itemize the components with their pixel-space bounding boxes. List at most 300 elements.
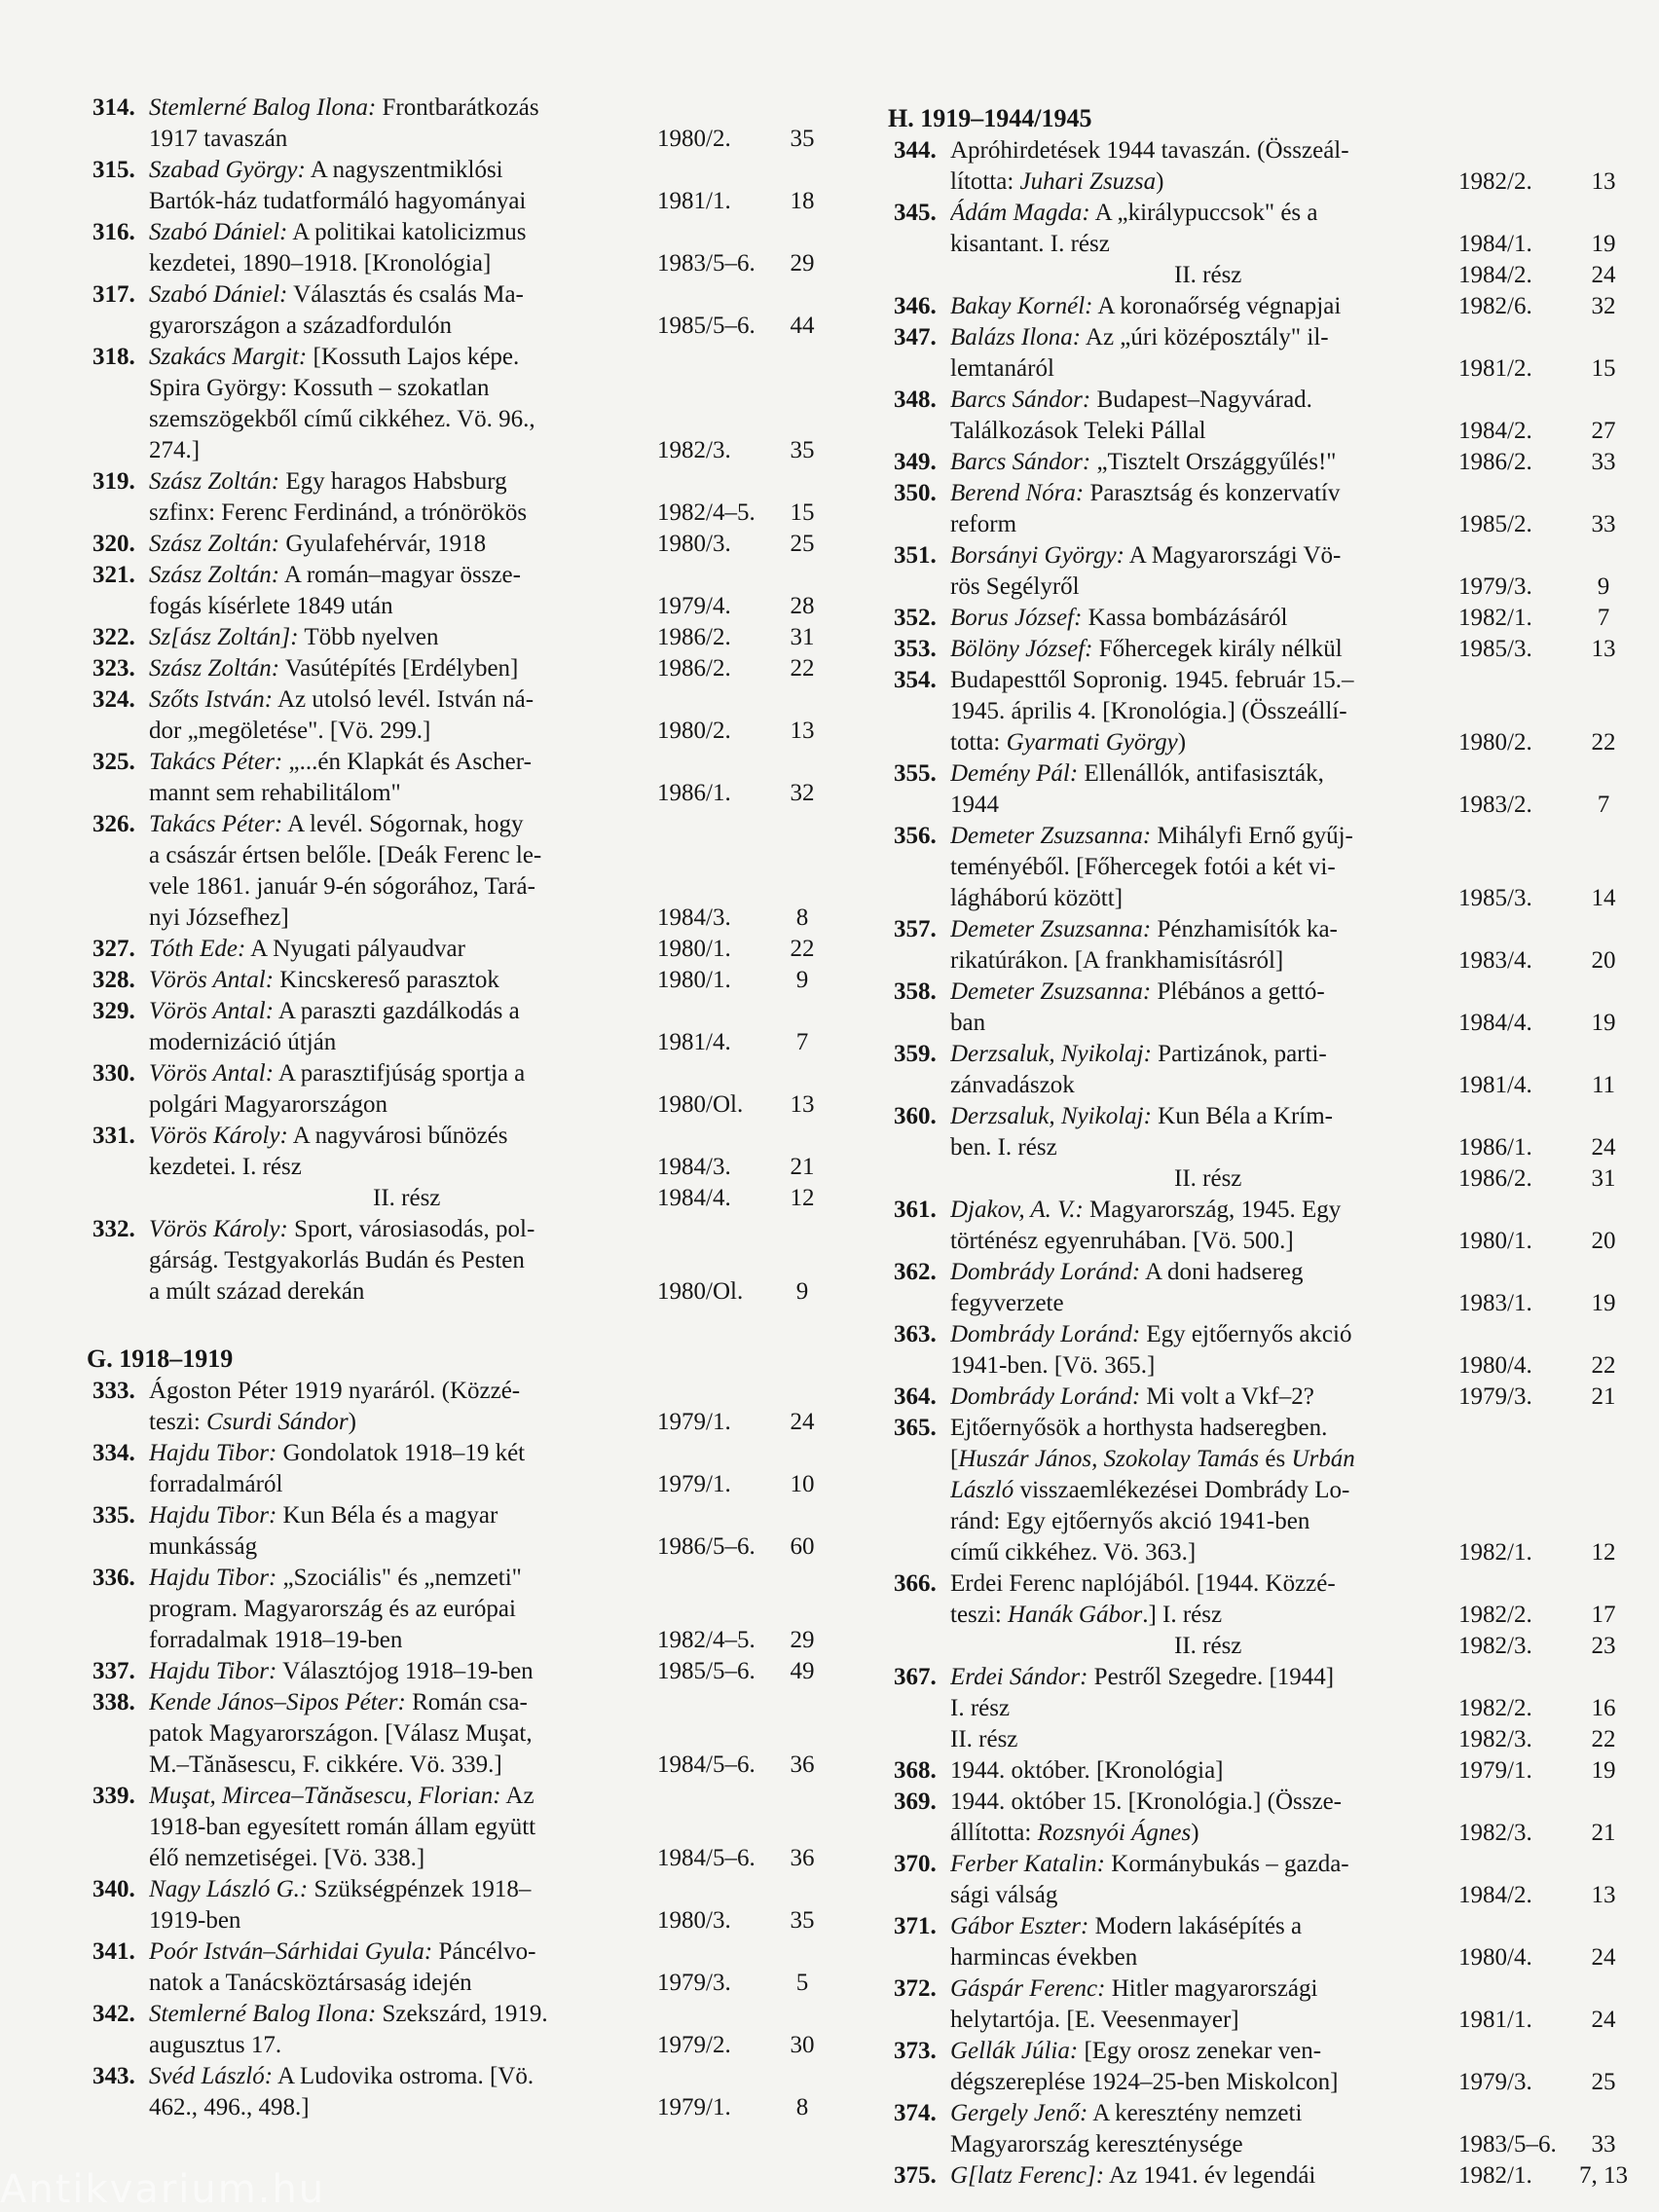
left-column (87, 92, 832, 2123)
title-text: 1918-ban egyesített román állam együtt (149, 1814, 536, 1840)
title-text: Az (500, 1783, 535, 1809)
index-entry (92, 279, 832, 342)
title-text: fogás kísérlete 1849 után (149, 593, 393, 619)
entry-line (950, 790, 1634, 821)
entry-title (950, 1787, 1458, 1818)
page-ref: 25 (790, 531, 815, 557)
title-text: Pénzhamisítók ka- (1151, 916, 1338, 942)
entry-number: 331. (92, 1123, 135, 1149)
entry-line (149, 2061, 832, 2092)
entry-title (149, 2092, 657, 2123)
entry-line (950, 260, 1634, 291)
entry-line (149, 684, 832, 716)
title-text: A nagyvárosi bűnözés (287, 1123, 508, 1149)
entry-number: 352. (894, 605, 937, 631)
title-text: Magyarország kereszténysége (950, 2131, 1243, 2157)
index-entry (894, 758, 1634, 821)
index-entry (894, 1101, 1634, 1195)
entry-title (950, 385, 1458, 416)
index-entry (92, 155, 832, 217)
title-text: Mihályfi Ernő gyűj- (1151, 823, 1353, 849)
entry-title (950, 1226, 1458, 1257)
issue-ref: 1980/Ol. (657, 1091, 744, 1118)
entry-line (950, 758, 1634, 790)
author-name: Hajdu Tibor: (149, 1565, 277, 1591)
entry-line (149, 1750, 832, 1781)
issue-ref: 1982/1. (1458, 2162, 1532, 2189)
page-ref: 28 (790, 593, 815, 619)
entry-line (950, 166, 1634, 198)
index-entry (92, 2061, 832, 2123)
index-entry (894, 198, 1634, 291)
entry-title (950, 1288, 1458, 1319)
entry-line (950, 1600, 1634, 1631)
page-ref: 60 (790, 1533, 815, 1560)
index-entry (894, 2160, 1634, 2192)
issue-ref: 1982/3. (1458, 1726, 1532, 1752)
entry-line (149, 1469, 832, 1500)
entry-title (950, 1350, 1458, 1382)
title-text: zánvadászok (950, 1072, 1075, 1098)
page-ref: 7 (1597, 605, 1610, 631)
title-text: reform (950, 511, 1017, 537)
page-ref: 19 (1591, 1757, 1616, 1784)
issue-ref: 1982/2. (1458, 168, 1532, 195)
title-text: Találkozások Teleki Pállal (950, 418, 1206, 444)
page-ref: 7, 13 (1579, 2162, 1628, 2189)
title-text: Az utolsó levél. István ná- (273, 686, 535, 713)
entry-line (149, 1058, 832, 1089)
entry-line (149, 466, 832, 498)
entry-line (950, 385, 1634, 416)
entry-line (950, 977, 1634, 1008)
title-text: A doni hadsereg (1140, 1259, 1304, 1285)
entry-number: 339. (92, 1783, 135, 1809)
author-name: Poór István–Sárhidai Gyula: (149, 1938, 433, 1965)
title-text: 274.] (149, 437, 201, 463)
title-text: rös Segélyről (950, 573, 1080, 600)
entry-title (149, 560, 657, 591)
author-name: Sz[ász Zoltán]: (149, 624, 299, 650)
page-ref: 33 (1591, 2131, 1616, 2157)
author-name: Stemlerné Balog Ilona: (149, 2001, 377, 2027)
entry-line (950, 1288, 1634, 1319)
page-ref: 21 (1591, 1383, 1616, 1410)
index-entry (92, 1500, 832, 1563)
title-text: lemtanáról (950, 355, 1054, 382)
page-ref: 22 (790, 936, 815, 962)
entry-title (149, 934, 657, 965)
issue-ref: 1980/1. (657, 967, 731, 993)
index-entry (894, 540, 1634, 603)
page-ref: 22 (1591, 1352, 1616, 1379)
title-text: 462., 496., 498.] (149, 2094, 310, 2120)
entry-line (149, 217, 832, 248)
issue-ref: 1984/3. (657, 904, 731, 931)
author-name: Szász Zoltán: (149, 531, 280, 557)
page-ref: 24 (1591, 1944, 1616, 1971)
entry-title (149, 778, 657, 809)
entry-title (149, 1563, 657, 1594)
entry-number: 338. (92, 1689, 135, 1715)
entry-body (149, 2061, 832, 2123)
title-text: Erdei Ferenc naplójából. [1944. Közzé- (950, 1570, 1336, 1597)
author-name: Gergely Jenő: (950, 2100, 1088, 2126)
issue-ref: 1981/1. (1458, 2007, 1532, 2033)
entry-number: 360. (894, 1103, 937, 1129)
issue-ref: 1983/2. (1458, 792, 1532, 818)
index-entry (92, 342, 832, 466)
issue-ref: 1986/2. (1458, 449, 1532, 475)
issue-ref: 1980/3. (657, 1907, 731, 1934)
issue-ref: 1979/3. (1458, 573, 1532, 600)
author-name: Berend Nóra: (950, 480, 1085, 506)
entry-line (950, 1413, 1634, 1444)
title-text: Ellenállók, antifasiszták, (1078, 760, 1324, 787)
entry-line (950, 1849, 1634, 1880)
title-text: „Szociális" és „nemzeti" (276, 1565, 522, 1591)
index-entry (894, 1413, 1634, 1568)
entry-number: 326. (92, 811, 135, 837)
entry-body (149, 996, 832, 1058)
index-entry (894, 1039, 1634, 1101)
title-text: A koronaőrség végnapjai (1092, 293, 1342, 319)
title-text: Egy ejtőernyős akció (1140, 1321, 1352, 1347)
author-name: Tóth Ede: (149, 936, 246, 962)
title-text: harmincas években (950, 1944, 1138, 1971)
entry-body (149, 934, 832, 965)
title-text: Bartók-ház tudatformáló hagyományai (149, 188, 527, 214)
entry-line (149, 965, 832, 996)
page-ref: 33 (1591, 511, 1616, 537)
entry-line (950, 1382, 1634, 1413)
entry-line (149, 716, 832, 747)
author-name: Derzsaluk, Nyikolaj: (950, 1103, 1152, 1129)
title-text: Apróhirdetések 1944 tavaszán. (Összeál- (950, 137, 1349, 164)
issue-ref: 1986/2. (1458, 1165, 1532, 1192)
entry-body (149, 1999, 832, 2061)
entry-title (149, 1469, 657, 1500)
page-ref: 32 (790, 780, 815, 806)
issue-ref: 1982/3. (657, 437, 731, 463)
entry-title (950, 696, 1458, 727)
index-entry (894, 2098, 1634, 2160)
index-entry (894, 1257, 1634, 1319)
issue-ref: 1979/3. (1458, 1383, 1532, 1410)
title-text: állította: (950, 1820, 1038, 1846)
entry-title (149, 1245, 657, 1276)
index-entry (894, 665, 1634, 758)
entry-line (950, 1942, 1634, 1973)
entry-title (950, 166, 1458, 198)
author-name: Szabad György: (149, 157, 306, 183)
section-heading: H. 1919–1944/1945 (888, 104, 1092, 132)
author-name: Takács Péter: (149, 749, 283, 775)
page-ref: 22 (1591, 729, 1616, 756)
page-ref: 12 (1591, 1539, 1616, 1566)
entry-line (950, 1350, 1634, 1382)
entry-number: 316. (92, 219, 135, 245)
title-text: Pestről Szegedre. [1944] (1088, 1664, 1335, 1690)
author-name: Csurdi Sándor (206, 1409, 349, 1435)
title-text: Budapesttől Sopronig. 1945. február 15.– (950, 667, 1354, 693)
entry-title (149, 1594, 657, 1625)
entry-body (149, 1936, 832, 1999)
entry-line (950, 1724, 1634, 1755)
page-ref: 25 (1591, 2069, 1616, 2095)
entry-body (950, 1849, 1634, 1911)
entry-line (149, 1276, 832, 1308)
entry-line (149, 840, 832, 871)
section-heading: G. 1918–1919 (87, 1345, 234, 1373)
title-text: kisantant. I. rész (950, 231, 1110, 257)
entry-line (950, 1257, 1634, 1288)
index-entry (92, 1781, 832, 1874)
entry-number: 364. (894, 1383, 937, 1410)
index-entry (92, 1999, 832, 2061)
entry-title (149, 1936, 657, 1968)
title-text: patok Magyarországon. [Válasz Muşat, (149, 1720, 533, 1747)
entry-title (950, 353, 1458, 385)
author-name: Vörös Antal: (149, 998, 275, 1024)
title-text: II. rész (373, 1185, 441, 1211)
entry-line (950, 1070, 1634, 1101)
title-text: Főhercegek király nélkül (1092, 636, 1343, 662)
issue-ref: 1983/4. (1458, 947, 1532, 974)
entry-body (149, 1121, 832, 1214)
title-text: forradalmáról (149, 1471, 283, 1497)
entry-line (149, 1500, 832, 1531)
entry-body (950, 447, 1634, 478)
entry-line (950, 540, 1634, 571)
title-text: szemszögekből című cikkéhez. Vö. 96., (149, 406, 535, 432)
page-ref: 20 (1591, 947, 1616, 974)
issue-ref: 1981/1. (657, 188, 731, 214)
entry-line (149, 1214, 832, 1245)
entry-title (950, 821, 1458, 852)
entry-title (950, 2005, 1458, 2036)
index-entry (92, 1687, 832, 1781)
entry-line (950, 416, 1634, 447)
entry-title (950, 509, 1458, 540)
entry-body (950, 1195, 1634, 1257)
entry-line (950, 291, 1634, 322)
entry-number: 332. (92, 1216, 135, 1242)
entry-title (950, 758, 1458, 790)
entry-body (950, 665, 1634, 758)
entry-body (950, 2036, 1634, 2098)
entry-title (950, 1568, 1458, 1600)
entry-title (149, 1687, 657, 1718)
entry-title (950, 1942, 1458, 1973)
page-ref: 13 (790, 718, 815, 744)
page-ref: 31 (790, 624, 815, 650)
issue-ref: 1982/2. (1458, 1695, 1532, 1721)
entry-body (149, 279, 832, 342)
entry-line (149, 653, 832, 684)
entry-line (149, 1245, 832, 1276)
entry-title (950, 1818, 1458, 1849)
issue-ref: 1979/2. (657, 2032, 731, 2058)
entry-line (950, 1039, 1634, 1070)
page-ref: 20 (1591, 1228, 1616, 1254)
issue-ref: 1982/1. (1458, 1539, 1532, 1566)
entry-line (149, 404, 832, 435)
entry-title (950, 977, 1458, 1008)
title-text: és (1259, 1446, 1292, 1472)
entry-title (950, 665, 1458, 696)
issue-ref: 1985/5–6. (657, 1658, 756, 1684)
entry-line (950, 571, 1634, 603)
page-ref: 14 (1591, 885, 1616, 911)
entry-body (950, 135, 1634, 198)
author-name: Muşat, Mircea–Tănăsescu, Florian: (149, 1783, 501, 1809)
title-text: helytartója. [E. Veesenmayer] (950, 2007, 1239, 2033)
title-text: modernizáció útján (149, 1029, 337, 1055)
title-text: forradalmak 1918–19-ben (149, 1627, 403, 1653)
entry-title (149, 903, 657, 934)
title-text: Partizánok, parti- (1151, 1041, 1327, 1067)
index-entry (894, 322, 1634, 385)
index-entry (894, 977, 1634, 1039)
entry-line (950, 1911, 1634, 1942)
entry-body (149, 155, 832, 217)
page-ref: 21 (1591, 1820, 1616, 1846)
author-name: Borus József: (950, 605, 1083, 631)
index-entry (92, 809, 832, 934)
entry-body (149, 92, 832, 155)
entry-title (149, 1843, 657, 1874)
title-text: ) (1177, 729, 1187, 756)
entry-line (149, 1531, 832, 1563)
author-name: Erdei Sándor: (950, 1664, 1088, 1690)
title-text: A paraszti gazdálkodás a (274, 998, 520, 1024)
title-text: visszaemlékezései Dombrády Lo- (1014, 1477, 1350, 1503)
title-text: Szükségpénzek 1918– (308, 1876, 532, 1902)
entry-body (950, 1911, 1634, 1973)
author-name: Bakay Kornél: (950, 293, 1093, 319)
index-entry (92, 1563, 832, 1656)
issue-ref: 1980/4. (1458, 1352, 1532, 1379)
title-text: ) (1156, 168, 1164, 195)
index-entry (92, 653, 832, 684)
entry-title (149, 404, 657, 435)
page-ref: 29 (790, 250, 815, 276)
entry-title (950, 1101, 1458, 1132)
entry-line (149, 1027, 832, 1058)
issue-ref: 1985/3. (1458, 636, 1532, 662)
entry-title (149, 311, 657, 342)
entry-line (149, 1152, 832, 1183)
entry-number: 348. (894, 387, 937, 413)
entry-title (950, 447, 1458, 478)
entry-line (950, 509, 1634, 540)
author-name: Djakov, A. V.: (950, 1197, 1084, 1223)
index-entry (92, 747, 832, 809)
entry-line (149, 529, 832, 560)
author-name: Szász Zoltán: (149, 468, 280, 495)
entry-title (950, 1724, 1458, 1755)
entry-number: 366. (894, 1570, 937, 1597)
entry-title (950, 2036, 1458, 2067)
issue-ref: 1980/2. (657, 718, 731, 744)
title-text: élő nemzetiségei. [Vö. 338.] (149, 1845, 425, 1871)
entry-number: 346. (894, 293, 937, 319)
issue-ref: 1979/1. (1458, 1757, 1532, 1784)
author-name: Szász Zoltán: (149, 562, 280, 588)
author-name: Vörös Antal: (149, 1060, 275, 1087)
entry-body (950, 1257, 1634, 1319)
entry-title (149, 1089, 657, 1121)
entry-number: 375. (894, 2162, 937, 2189)
entry-line (950, 852, 1634, 883)
entry-line (950, 821, 1634, 852)
entry-line (149, 1781, 832, 1812)
entry-title (950, 1257, 1458, 1288)
entry-line (149, 778, 832, 809)
entry-line (149, 373, 832, 404)
page-ref: 21 (790, 1154, 815, 1180)
entry-line (950, 665, 1634, 696)
title-text: „Tisztelt Országgyűlés!" (1090, 449, 1337, 475)
author-name: Derzsaluk, Nyikolaj: (950, 1041, 1152, 1067)
title-text: Kormánybukás – gazda- (1105, 1851, 1349, 1877)
entry-line (950, 2005, 1634, 2036)
issue-ref: 1980/1. (1458, 1228, 1532, 1254)
issue-ref: 1986/2. (657, 655, 731, 682)
entry-title (149, 1121, 657, 1152)
index-entry (894, 1787, 1634, 1849)
page-ref: 8 (795, 904, 809, 931)
title-text: Magyarország, 1945. Egy (1083, 1197, 1342, 1223)
entry-body (149, 653, 832, 684)
entry-line (149, 1438, 832, 1469)
page-ref: 31 (1591, 1165, 1616, 1192)
entry-title (149, 1656, 657, 1687)
page-ref: 11 (1591, 1072, 1616, 1098)
author-name: Hajdu Tibor: (149, 1502, 277, 1529)
entry-body (950, 1039, 1634, 1101)
entry-number: 323. (92, 655, 135, 682)
page-ref: 22 (1591, 1726, 1616, 1752)
entry-body (149, 466, 832, 529)
author-name: Demeter Zsuzsanna: (950, 916, 1152, 942)
entry-title (149, 1718, 657, 1750)
title-text: a császár értsen belőle. [Deák Ferenc le- (149, 842, 542, 868)
entry-title (149, 716, 657, 747)
entry-title (950, 1132, 1458, 1163)
index-entry (92, 1656, 832, 1687)
index-entry (92, 622, 832, 653)
entry-body (950, 198, 1634, 291)
entry-number: 371. (894, 1913, 937, 1939)
index-entry (894, 1849, 1634, 1911)
entry-title (149, 747, 657, 778)
issue-ref: 1983/1. (1458, 1290, 1532, 1316)
entry-number: 369. (894, 1788, 937, 1815)
issue-ref: 1986/1. (657, 780, 731, 806)
entry-title (149, 622, 657, 653)
entry-title (950, 790, 1458, 821)
entry-number: 350. (894, 480, 937, 506)
index-entry (894, 603, 1634, 634)
title-text: II. rész (1174, 1633, 1242, 1659)
entry-title (950, 1631, 1458, 1662)
page-ref: 30 (790, 2032, 815, 2058)
issue-ref: 1982/4–5. (657, 1627, 756, 1653)
entry-body (149, 1058, 832, 1121)
entry-number: 356. (894, 823, 937, 849)
